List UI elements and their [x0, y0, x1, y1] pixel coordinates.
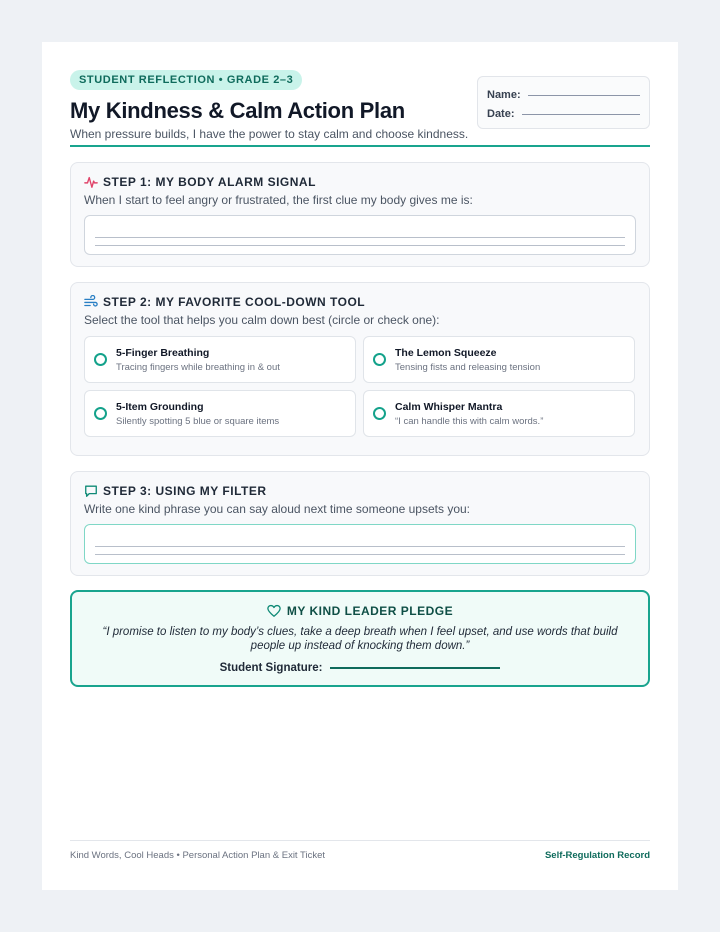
date-row	[487, 104, 640, 123]
option-name: 5-Item Grounding	[116, 400, 204, 413]
step1-title: STEP 1: MY BODY ALARM SIGNAL	[103, 175, 316, 189]
footer	[70, 840, 650, 861]
name-date-box	[477, 76, 650, 129]
step3-title: STEP 3: USING MY FILTER	[103, 484, 267, 498]
step2-prompt: Select the tool that helps you calm down best (circle or check one):	[84, 313, 440, 327]
speech-bubble-icon	[84, 484, 98, 498]
page-title: My Kindness & Calm Action Plan	[70, 98, 405, 123]
name-label: Name:	[487, 88, 521, 101]
tool-option[interactable]	[84, 336, 356, 383]
heart-icon	[267, 604, 281, 618]
name-field[interactable]	[528, 95, 640, 96]
option-description: Tracing fingers while breathing in & out	[116, 361, 280, 373]
worksheet-page	[42, 42, 678, 890]
pledge-quote: “I promise to listen to my body’s clues, take a deep breath when I feel upset, and use words that build people up instead of knocking them down.”	[102, 626, 618, 652]
step2-title: STEP 2: MY FAVORITE COOL-DOWN TOOL	[103, 295, 366, 309]
option-description: “I can handle this with calm words.”	[395, 415, 544, 427]
radio-button[interactable]	[373, 353, 386, 366]
option-name: 5-Finger Breathing	[116, 346, 210, 359]
pledge-card	[70, 590, 650, 687]
radio-button[interactable]	[373, 407, 386, 420]
answer-line	[95, 546, 625, 547]
date-field[interactable]	[522, 114, 640, 115]
tool-options	[84, 336, 636, 437]
step3-card	[70, 471, 650, 576]
footer-right-text: Self-Regulation Record	[544, 850, 650, 861]
answer-line	[95, 245, 625, 246]
signature-row	[72, 662, 648, 674]
option-description: Tensing fists and releasing tension	[395, 361, 541, 373]
step1-answer-box[interactable]	[84, 215, 636, 255]
worksheet-content	[70, 70, 650, 674]
name-row	[487, 85, 640, 104]
option-text	[116, 347, 280, 373]
step1-card	[70, 162, 650, 267]
option-name: The Lemon Squeeze	[395, 346, 497, 359]
signature-field[interactable]	[330, 667, 500, 669]
option-description: Silently spotting 5 blue or square items	[116, 415, 280, 427]
date-label: Date:	[487, 107, 515, 120]
option-name: Calm Whisper Mantra	[395, 400, 503, 413]
option-text	[116, 401, 279, 427]
signature-label: Student Signature:	[219, 662, 323, 674]
radio-button[interactable]	[94, 353, 107, 366]
pledge-header	[72, 604, 648, 618]
answer-line	[95, 237, 625, 238]
step2-card	[70, 282, 650, 456]
step1-header	[71, 163, 649, 189]
header-divider	[70, 145, 650, 147]
step3-answer-box[interactable]	[84, 524, 636, 564]
tool-option[interactable]	[363, 336, 635, 383]
pledge-title: MY KIND LEADER PLEDGE	[286, 604, 454, 618]
step3-header	[71, 472, 649, 498]
step1-prompt: When I start to feel angry or frustrated, the first clue my body gives me is:	[84, 193, 473, 207]
wind-icon	[84, 295, 98, 309]
step3-prompt: Write one kind phrase you can say aloud next time someone upsets you:	[84, 502, 470, 516]
tool-option[interactable]	[84, 390, 356, 437]
page-subtitle: When pressure builds, I have the power to stay calm and choose kindness.	[70, 127, 469, 141]
heartbeat-icon	[84, 175, 98, 189]
grade-tag: STUDENT REFLECTION • GRADE 2–3	[70, 70, 302, 90]
step2-header	[71, 283, 649, 309]
tool-option[interactable]	[363, 390, 635, 437]
radio-button[interactable]	[94, 407, 107, 420]
answer-line	[95, 554, 625, 555]
footer-left-text: Kind Words, Cool Heads • Personal Action Plan & Exit Ticket	[70, 850, 326, 861]
option-text	[395, 401, 543, 427]
option-text	[395, 347, 540, 373]
